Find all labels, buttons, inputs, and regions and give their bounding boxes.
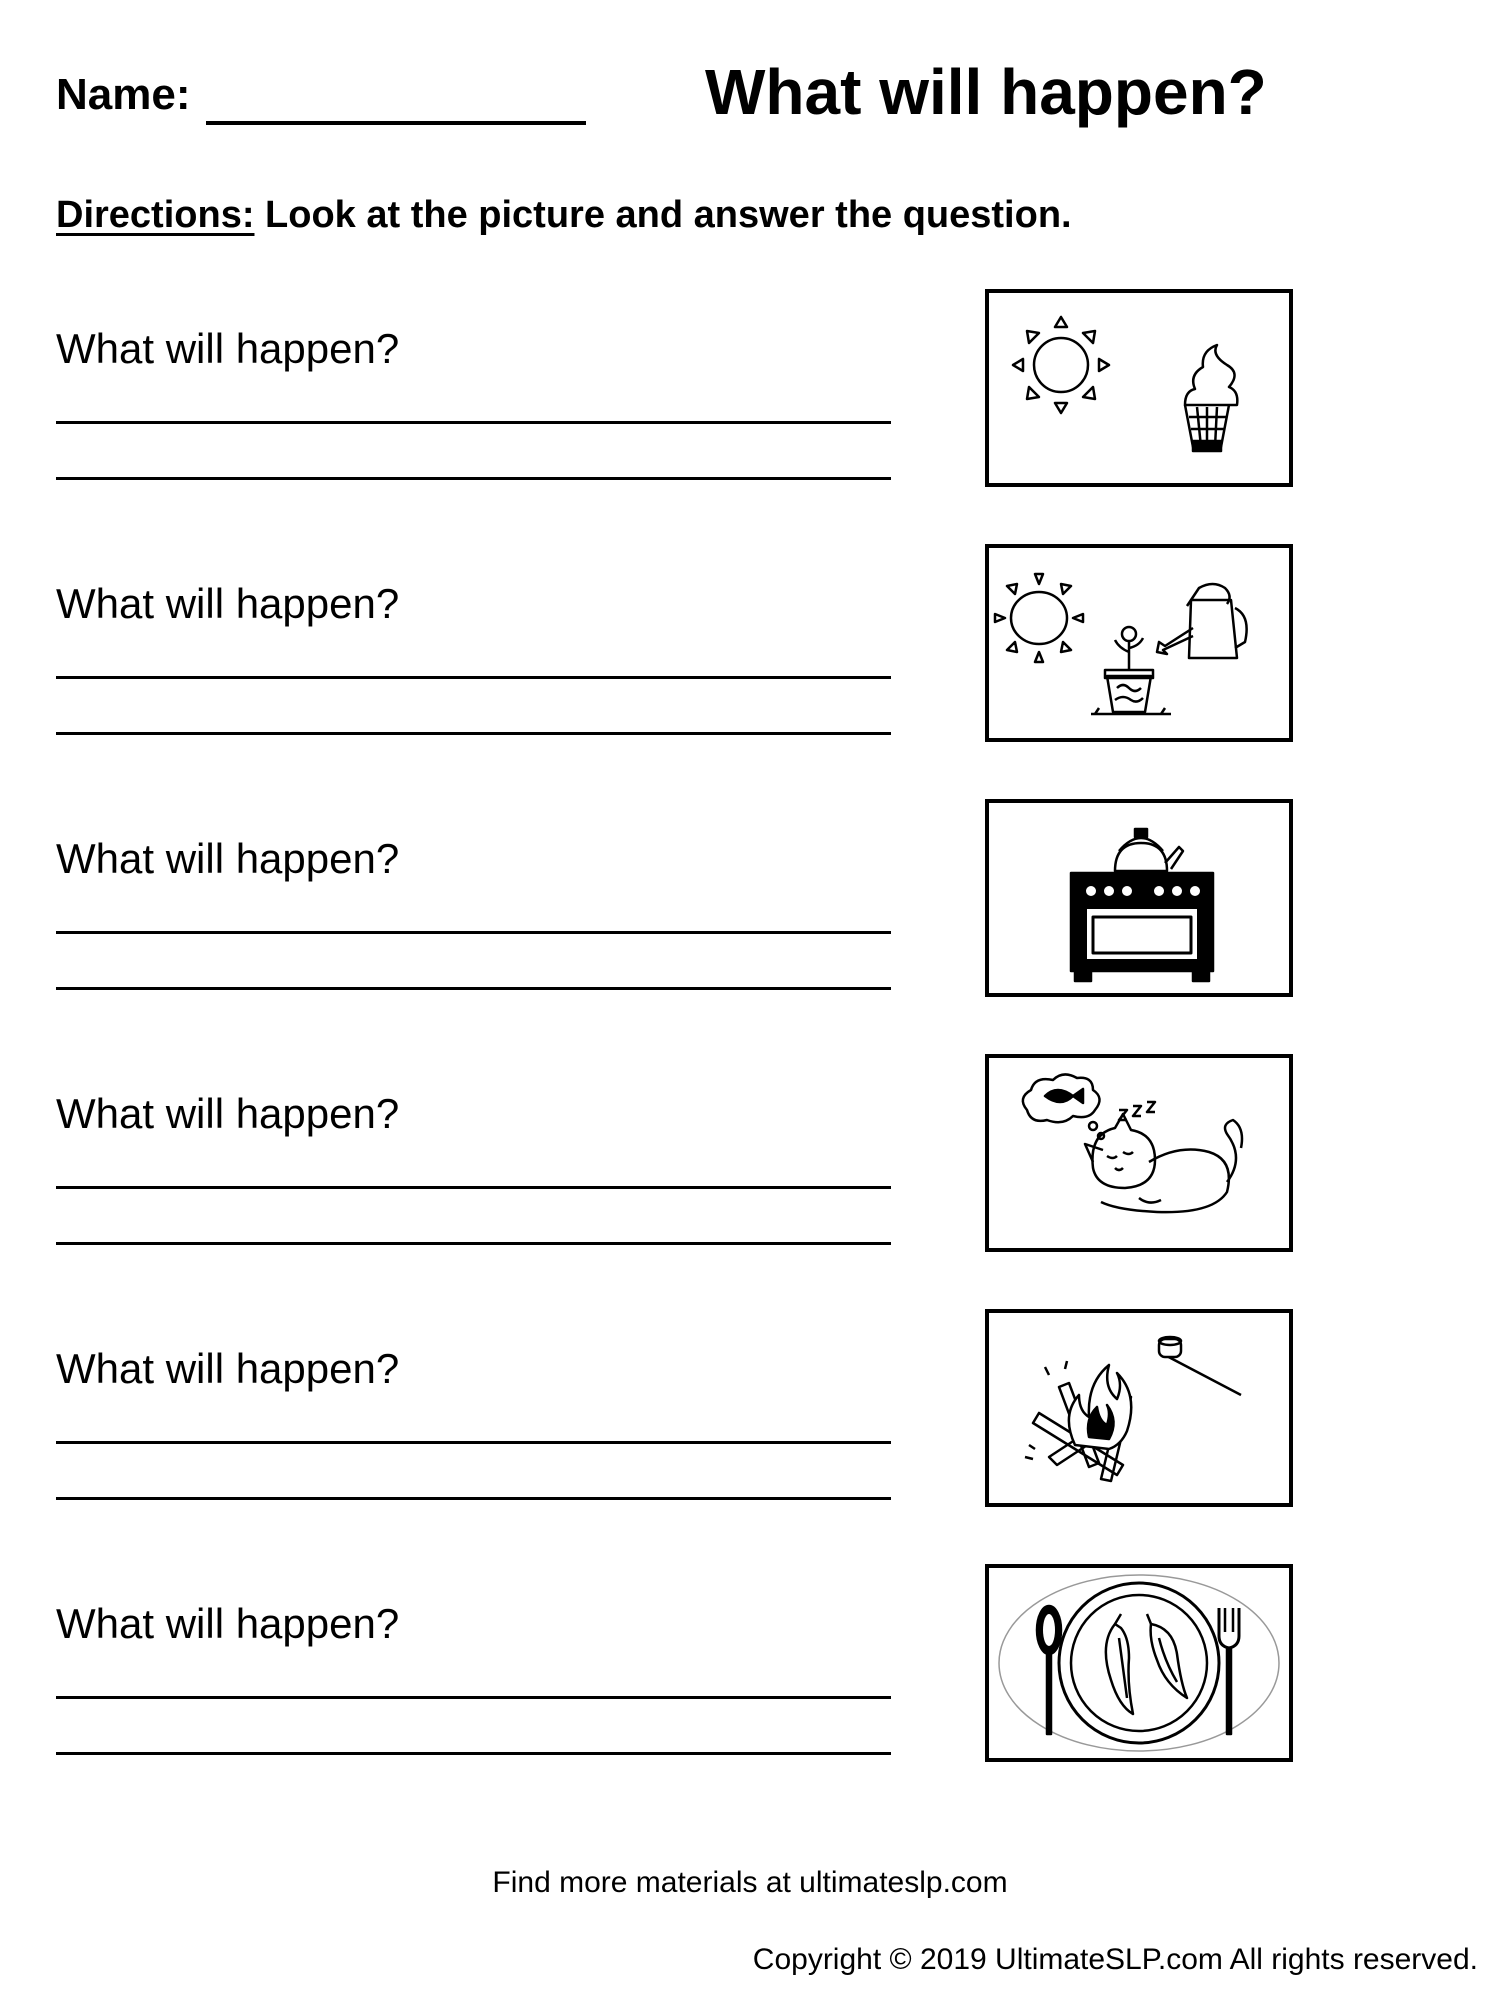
stove-icon (1071, 873, 1213, 981)
question-item (0, 835, 1500, 1035)
name-label: Name: (56, 70, 191, 119)
answer-line[interactable] (56, 987, 891, 990)
worksheet-title: What will happen? (705, 56, 1267, 128)
picture-box (985, 289, 1293, 487)
name-field-line[interactable] (206, 121, 586, 125)
answer-line[interactable] (56, 1752, 891, 1755)
question-text: What will happen? (56, 580, 400, 627)
answer-line[interactable] (56, 1497, 891, 1500)
answer-line[interactable] (56, 421, 891, 424)
question-text: What will happen? (56, 1600, 400, 1647)
question-text: What will happen? (56, 1090, 400, 1137)
spoon-icon (1037, 1606, 1061, 1734)
question-item (0, 1090, 1500, 1290)
answer-line[interactable] (56, 1186, 891, 1189)
ice-cream-cone-icon (1185, 345, 1237, 451)
directions-label: Directions: (56, 194, 255, 236)
plate-with-chili-peppers-icon (1059, 1583, 1219, 1743)
sun-icon (995, 574, 1083, 662)
directions (56, 194, 1072, 237)
picture-box (985, 544, 1293, 742)
campfire-icon (1025, 1361, 1131, 1481)
question-text: What will happen? (56, 835, 400, 882)
flower-pot-icon (1091, 627, 1171, 714)
sleeping-cat-icon (1085, 1114, 1242, 1212)
answer-line[interactable] (56, 477, 891, 480)
question-item (0, 580, 1500, 780)
question-item (0, 325, 1500, 525)
answer-line[interactable] (56, 1441, 891, 1444)
thought-bubble-fish-icon (1023, 1074, 1104, 1139)
question-item (0, 1345, 1500, 1545)
picture-box (985, 1309, 1293, 1507)
answer-line[interactable] (56, 931, 891, 934)
watering-can-icon (1157, 584, 1247, 658)
answer-line[interactable] (56, 676, 891, 679)
picture-box (985, 799, 1293, 997)
picture-box (985, 1564, 1293, 1762)
kettle-icon (1115, 829, 1183, 871)
answer-line[interactable] (56, 732, 891, 735)
fork-icon (1219, 1608, 1239, 1734)
picture-box (985, 1054, 1293, 1252)
answer-line[interactable] (56, 1696, 891, 1699)
copyright-text: Copyright © 2019 UltimateSLP.com All rights reserved. (752, 1943, 1478, 1976)
chili-pepper-icon (1147, 1614, 1187, 1698)
answer-line[interactable] (56, 1242, 891, 1245)
placemat-icon (999, 1575, 1279, 1751)
question-text: What will happen? (56, 325, 400, 372)
chili-pepper-icon (1106, 1614, 1133, 1714)
question-text: What will happen? (56, 1345, 400, 1392)
footer-link-text: Find more materials at ultimateslp.com (492, 1866, 1008, 1899)
sun-icon (1013, 317, 1109, 413)
directions-text: Look at the picture and answer the question. (265, 194, 1072, 236)
question-item (0, 1600, 1500, 1800)
marshmallow-stick-icon (1159, 1337, 1241, 1395)
